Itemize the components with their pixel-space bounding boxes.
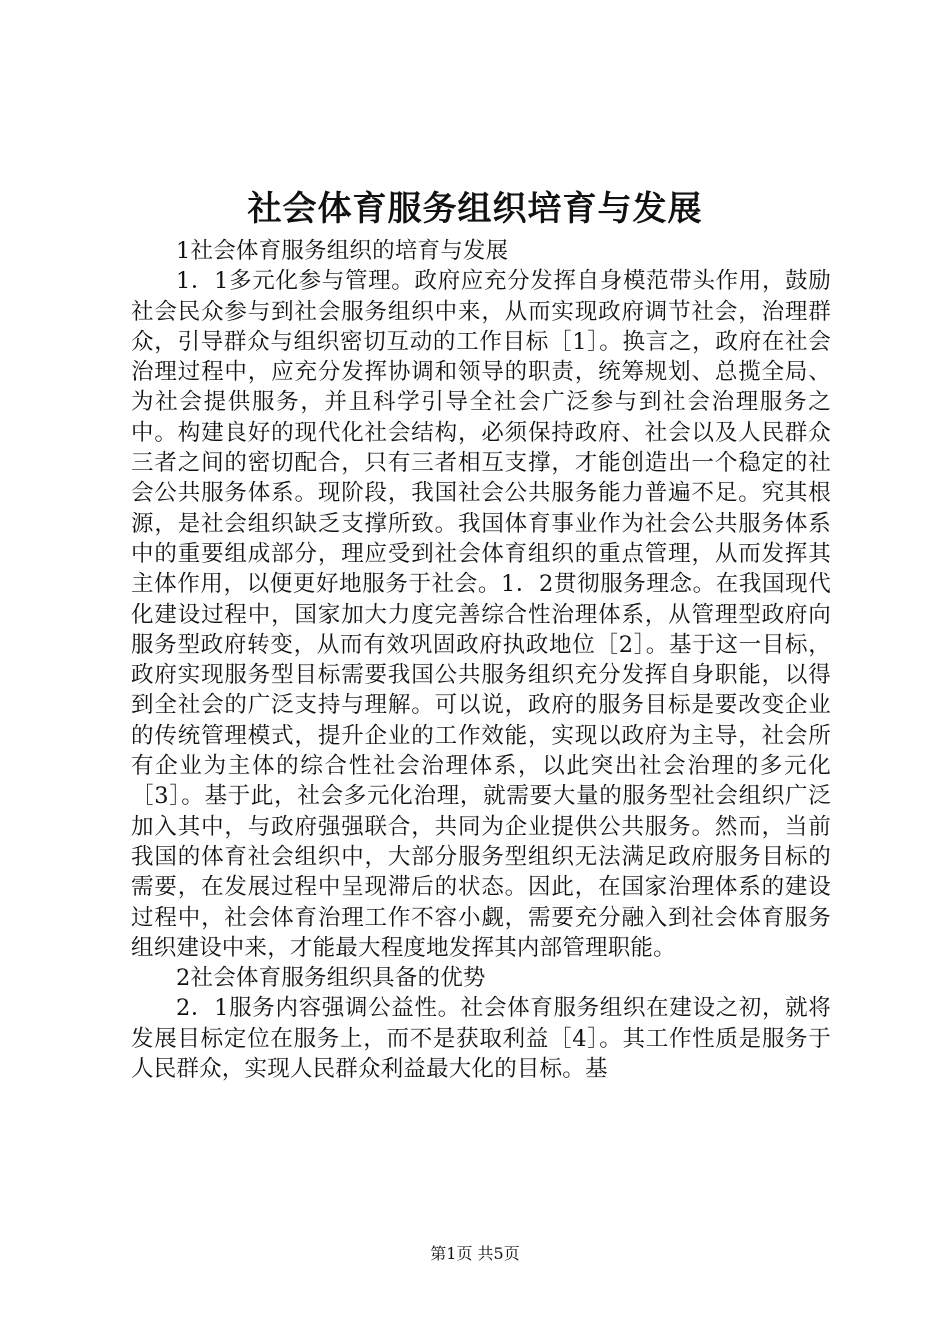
- document-title: 社会体育服务组织培育与发展: [247, 189, 703, 229]
- document-body: [131, 236, 831, 1084]
- body-paragraph-1: 1．1多元化参与管理。政府应充分发挥自身模范带头作用，鼓励社会民众参与到社会服务组织中来，从而实现政府调节社会，治理群众，引导群众与组织密切互动的工作目标［1］。换言之，政府在社会治理过程中，应充分发挥协调和领导的职责，统筹规划、总揽全局、为社会提供服务，并且科学引导全社会广泛参与到社会治理服务之中。构建良好的现代化社会结构，必须保持政府、社会以及人民群众三者之间的密切配合，只有三者相互支撑，才能创造出一个稳定的社会公共服务体系。现阶段，我国社会公共服务能力普遍不足。究其根源，是社会组织缺乏支撑所致。我国体育事业作为社会公共服务体系中的重要组成部分，理应受到社会体育组织的重点管理，从而发挥其主体作用，以便更好地服务于社会。1．2贯彻服务理念。在我国现代化建设过程中，国家加大力度完善综合性治理体系，从管理型政府向服务型政府转变，从而有效巩固政府执政地位［2］。基于这一目标，政府实现服务型目标需要我国公共服务组织充分发挥自身职能，以得到全社会的广泛支持与理解。可以说，政府的服务目标是要改变企业的传统管理模式，提升企业的工作效能，实现以政府为主导，社会所有企业为主体的综合性社会治理体系，以此突出社会治理的多元化［3］。基于此，社会多元化治理，就需要大量的服务型社会组织广泛加入其中，与政府强强联合，共同为企业提供公共服务。然而，当前我国的体育社会组织中，大部分服务型组织无法满足政府服务目标的需要，在发展过程中呈现滞后的状态。因此，在国家治理体系的建设过程中，社会体育治理工作不容小觑，需要充分融入到社会体育服务组织建设中来，才能最大程度地发挥其内部管理职能。: [131, 268, 831, 961]
- section-heading-1: 1社会体育服务组织的培育与发展: [176, 238, 509, 264]
- page-number-footer: 第1页 共5页: [430, 1244, 520, 1263]
- body-paragraph-2: 2．1服务内容强调公益性。社会体育服务组织在建设之初，就将发展目标定位在服务上，而不是获取利益［4］。其工作性质是服务于人民群众，实现人民群众利益最大化的目标。基: [131, 995, 831, 1083]
- section-heading-2: 2社会体育服务组织具备的优势: [176, 965, 486, 992]
